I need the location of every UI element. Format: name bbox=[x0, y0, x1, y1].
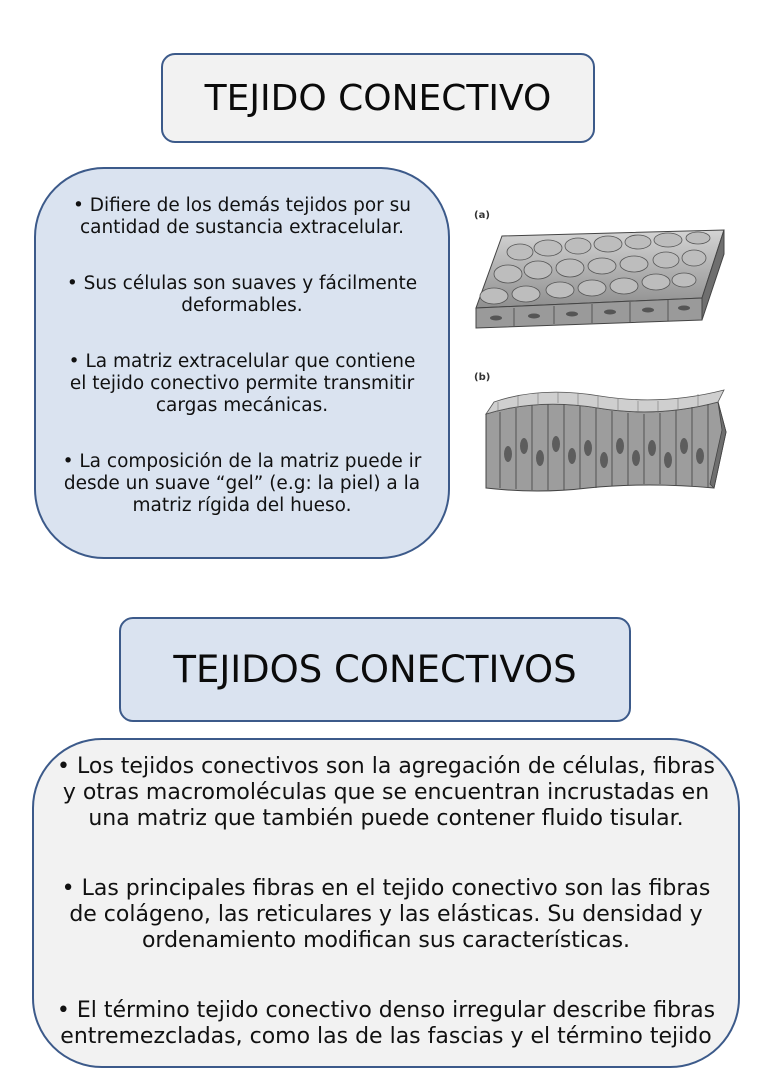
slide1-bullet-bubble bbox=[34, 167, 450, 559]
figure-label-a: (a) bbox=[474, 210, 490, 221]
slide2-bullet: • Los tejidos conectivos son la agregación de células, fibras y otras macromoléculas que se encuentran incrustadas en una matriz que también puede contener fluido tisular. bbox=[57, 754, 715, 831]
slide1-bullet: • La matriz extracelular que contiene el tejido conectivo permite transmitir cargas mecánicas. bbox=[68, 351, 416, 416]
squamous-epithelium-drawing bbox=[472, 222, 732, 334]
slide2-title-box bbox=[119, 617, 631, 722]
columnar-epithelium-drawing bbox=[478, 384, 738, 496]
slide1-bullet: • Difiere de los demás tejidos por su cantidad de sustancia extracelular. bbox=[72, 195, 412, 238]
slide1-bullet: • Sus células son suaves y fácilmente deformables. bbox=[66, 273, 418, 316]
slide2-bullet: • El término tejido conectivo denso irregular describe fibras entremezcladas, como las de las fascias y el término tejido bbox=[56, 998, 716, 1049]
slide2-bullet-bubble bbox=[32, 738, 740, 1068]
slide2-title: TEJIDOS CONECTIVOS bbox=[173, 648, 577, 691]
slide1-title: TEJIDO CONECTIVO bbox=[204, 77, 552, 119]
figure-label-b: (b) bbox=[474, 372, 491, 383]
slide2-bullet: • Las principales fibras en el tejido conectivo son las fibras de colágeno, las reticulares y las elásticas. Su densidad y ordenamiento modifican sus características. bbox=[61, 876, 711, 953]
slide1-title-box bbox=[161, 53, 595, 143]
slide1-bullet: • La composición de la matriz puede ir desde un suave “gel” (e.g: la piel) a la matriz rígida del hueso. bbox=[62, 451, 422, 516]
epithelium-illustration bbox=[468, 204, 758, 504]
